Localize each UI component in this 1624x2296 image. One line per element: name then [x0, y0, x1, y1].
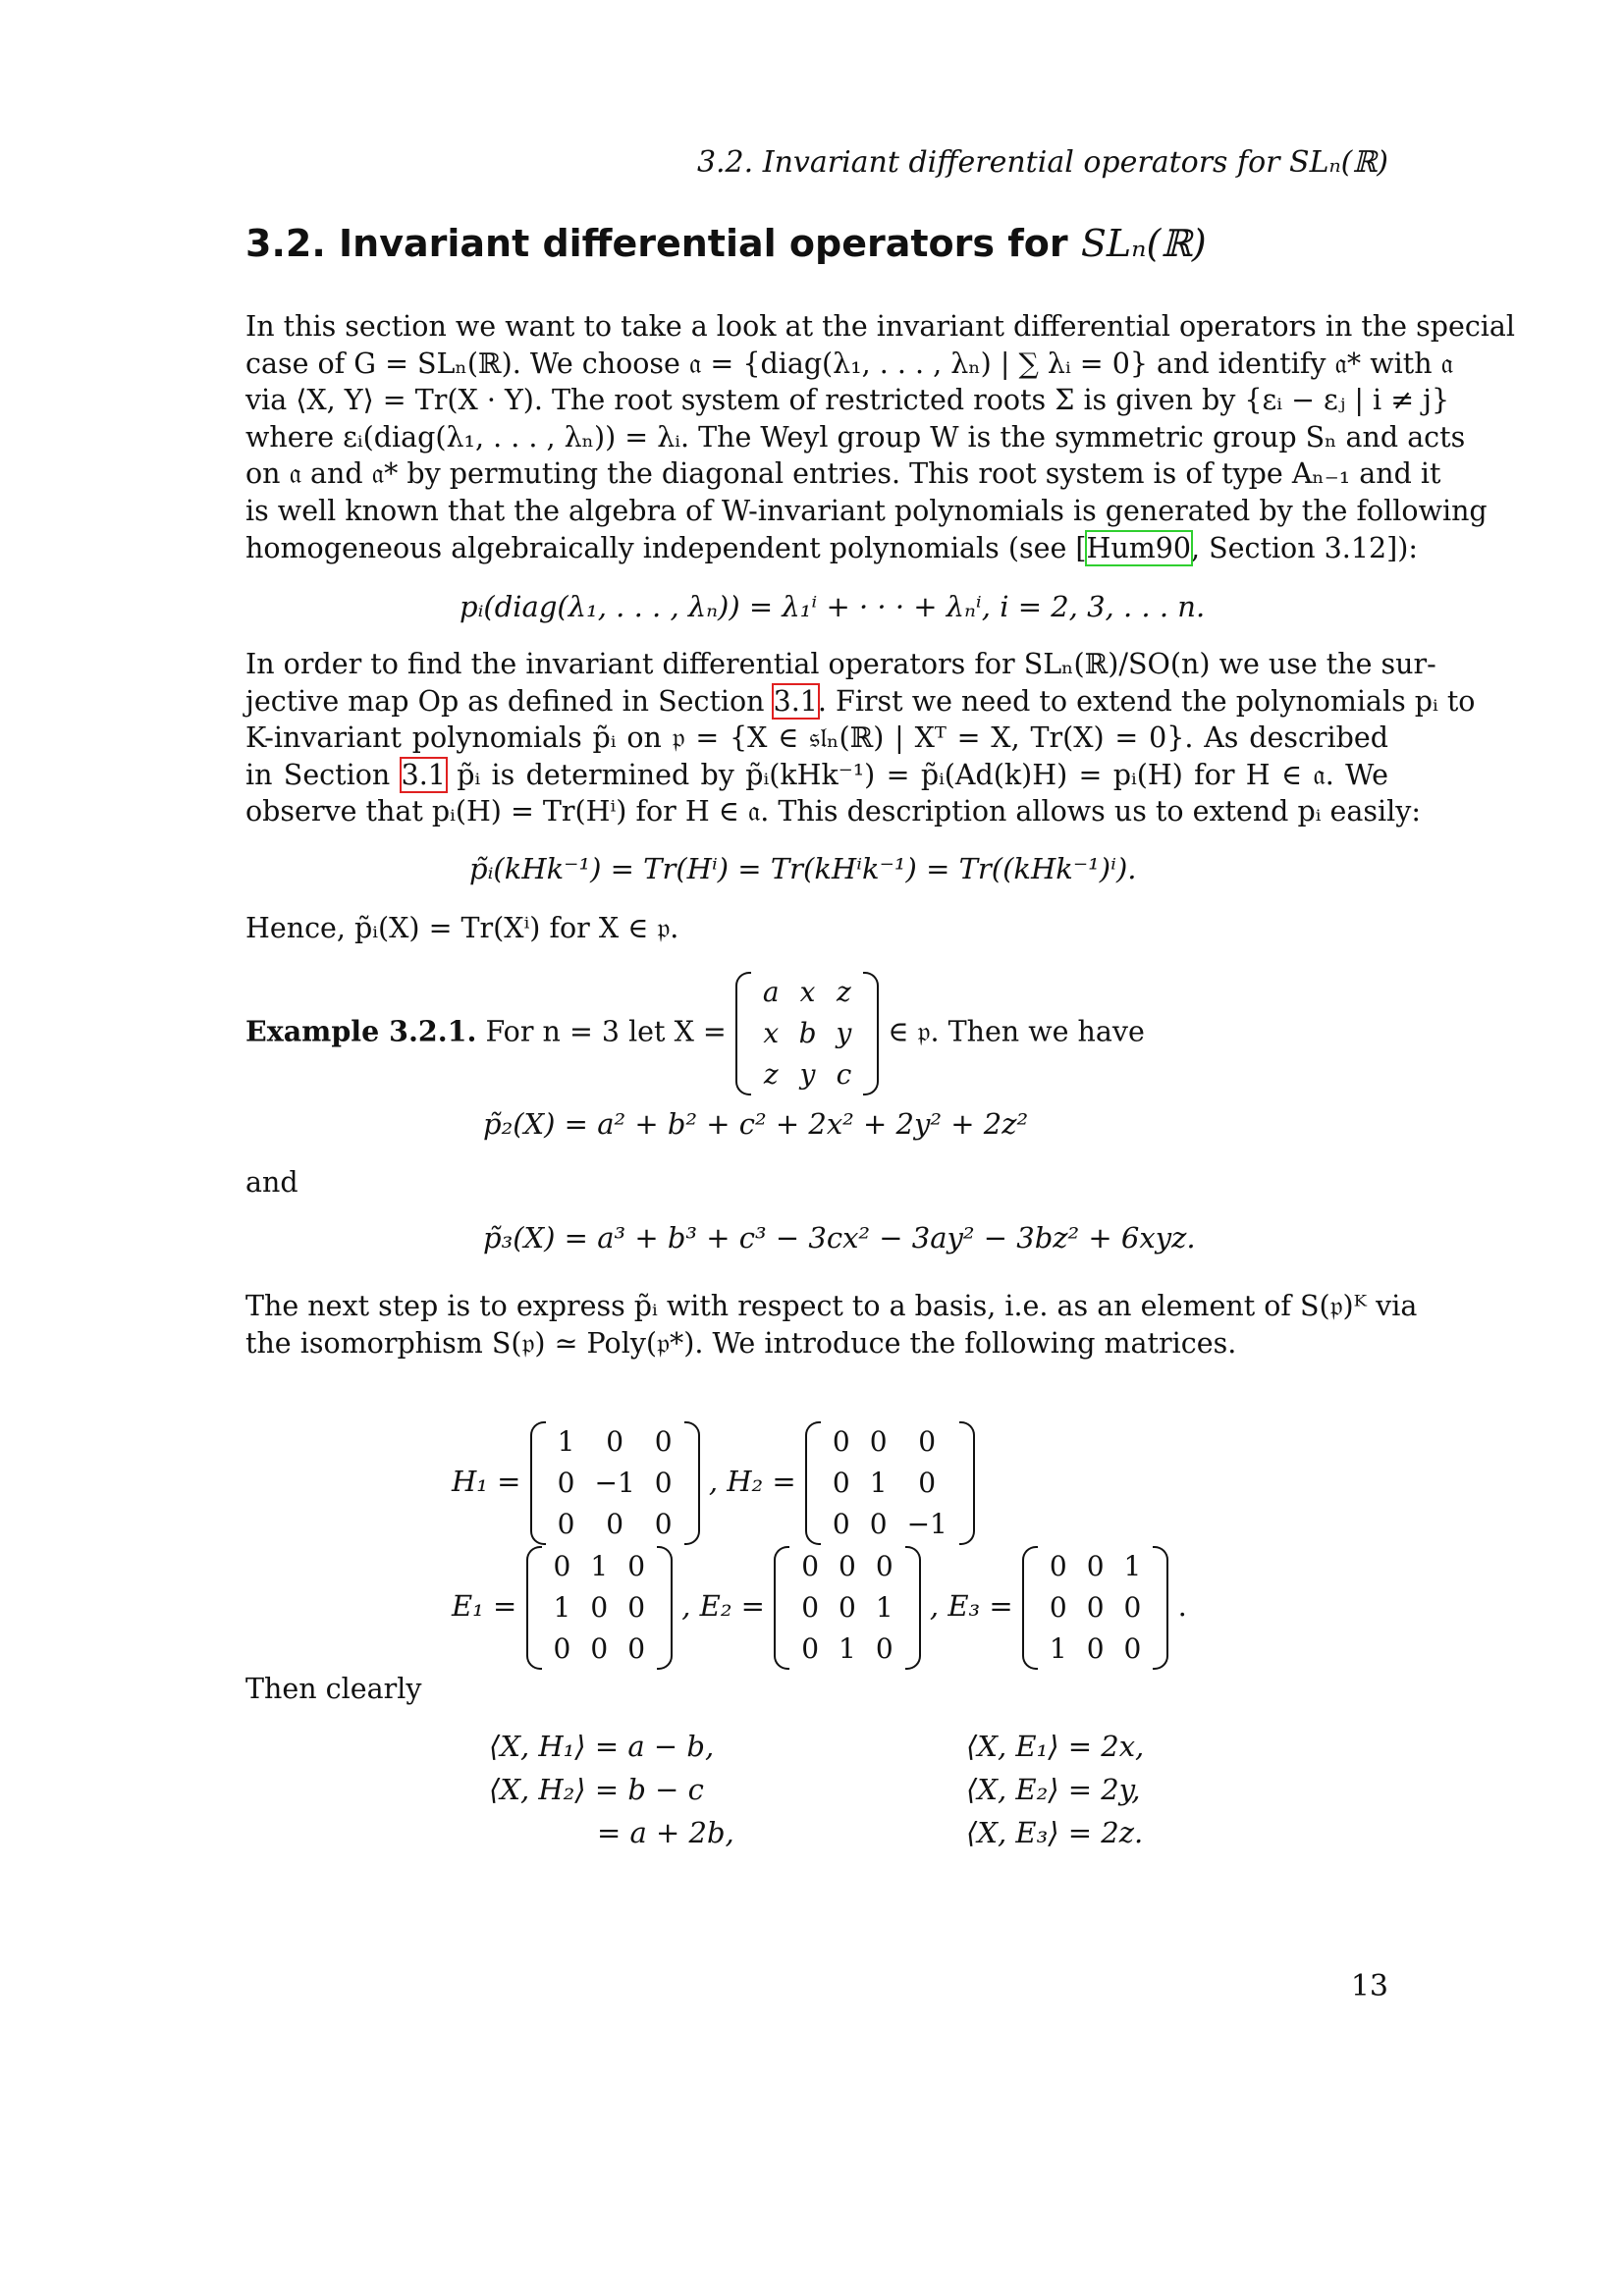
matrix-label: , H₂ =: [708, 1465, 796, 1498]
matrix-X: [735, 972, 879, 1095]
matrix-row: [753, 972, 861, 1013]
matrix-row: [544, 1629, 655, 1670]
matrix-entry: y: [836, 1017, 852, 1049]
matrix-entry: 0: [801, 1550, 820, 1582]
matrix-H1: [530, 1421, 700, 1545]
inner-product-right-2: ⟨X, E₂⟩ = 2y,: [966, 1773, 1141, 1806]
matrix-entry: 0: [654, 1467, 673, 1499]
matrix-entry: 0: [875, 1632, 893, 1665]
matrix-entry: 1: [869, 1467, 888, 1499]
paragraph-basis: [245, 1288, 1418, 1362]
example-text: For n = 3 let X =: [485, 1015, 727, 1048]
equation-power-sums: pᵢ(diag(λ₁, . . . , λₙ)) = λ₁ⁱ + · · · + λₙⁱ, i = 2, 3, . . . n.: [460, 590, 1206, 623]
text-segment: , Section 3.12]):: [1191, 531, 1418, 564]
matrix-entry: 0: [590, 1591, 609, 1624]
matrix-entry: 1: [839, 1632, 856, 1665]
paragraph-extension: [245, 646, 1476, 830]
matrix-entry: 1: [553, 1591, 571, 1624]
matrix-entry: a: [762, 976, 780, 1008]
section-title: [245, 222, 1207, 265]
matrix-entry: 0: [832, 1508, 850, 1540]
matrix-entry: 0: [839, 1550, 856, 1582]
matrix-entry: 0: [654, 1425, 673, 1458]
matrix-entry: 0: [627, 1591, 646, 1624]
text-line: [245, 683, 1476, 721]
matrices-row-H: [452, 1421, 975, 1545]
text-line: is well known that the algebra of W-invariant polynomials is generated by the following: [245, 494, 1488, 527]
matrix-entry: −1: [906, 1508, 947, 1540]
equation-p2: p̃₂(X) = a² + b² + c² + 2x² + 2y² + 2z²: [483, 1107, 1029, 1141]
matrix-entry: 0: [839, 1591, 856, 1624]
hence-line: [245, 910, 1388, 947]
matrix-row: [753, 1054, 861, 1095]
text-line: Then clearly: [245, 1673, 422, 1705]
matrix-entry: 0: [606, 1425, 624, 1458]
matrix-entry: c: [836, 1058, 852, 1091]
matrix-entry: 0: [1123, 1591, 1142, 1624]
matrix-E1: [526, 1546, 673, 1670]
inner-product-left-1: ⟨X, H₁⟩ = a − b,: [489, 1730, 715, 1763]
matrix-entry: 0: [606, 1508, 624, 1540]
matrix-entry: −1: [594, 1467, 635, 1499]
matrix-entry: 0: [1049, 1550, 1067, 1582]
text-line: K-invariant polynomials p̃ᵢ on 𝔭 = {X ∈ 𝔰𝔩ₙ(ℝ) | Xᵀ = X, Tr(X) = 0}. As described: [245, 721, 1388, 755]
matrix-row: [1040, 1546, 1151, 1587]
matrix-entry: z: [763, 1058, 779, 1091]
text-segment: . First we need to extend the polynomials pᵢ to: [817, 684, 1476, 718]
matrix-entry: 0: [557, 1467, 575, 1499]
matrix-entry: 0: [553, 1632, 571, 1665]
text-line: on 𝔞 and 𝔞* by permuting the diagonal entries. This root system is of type Aₙ₋₁ and it: [245, 457, 1441, 491]
matrix-entry: 0: [557, 1508, 575, 1540]
matrix-entry: 0: [654, 1508, 673, 1540]
text-line: via ⟨X, Y⟩ = Tr(X · Y). The root system of restricted roots Σ is given by {εᵢ − εⱼ | i ≠ j}: [245, 384, 1450, 417]
matrix-label: E₁ =: [452, 1589, 517, 1623]
matrix-label: H₁ =: [452, 1465, 521, 1498]
then-clearly-line: [245, 1671, 1388, 1708]
inner-product-right-3: ⟨X, E₃⟩ = 2z.: [966, 1816, 1144, 1849]
text-line: where εᵢ(diag(λ₁, . . . , λₙ)) = λᵢ. The Weyl group W is the symmetric group Sₙ and acts: [245, 420, 1466, 454]
matrix-entry: 0: [832, 1467, 850, 1499]
text-line: The next step is to express p̃ᵢ with respect to a basis, i.e. as an element of S(𝔭)ᴷ via: [245, 1290, 1418, 1322]
matrix-entry: 0: [869, 1508, 888, 1540]
matrix-row: [791, 1629, 902, 1670]
matrix-entry: x: [763, 1017, 780, 1049]
matrix-entry: 0: [801, 1591, 820, 1624]
matrix-row: [823, 1421, 957, 1463]
matrix-row: [548, 1504, 682, 1545]
matrix-label: , E₃ =: [929, 1589, 1013, 1623]
matrix-row: [753, 1013, 861, 1054]
matrix-entry: 0: [801, 1632, 820, 1665]
matrix-entry: 1: [590, 1550, 609, 1582]
end-punctuation: .: [1177, 1589, 1187, 1623]
matrix-H2: [805, 1421, 975, 1545]
matrix-entry: 0: [590, 1632, 609, 1665]
matrix-row: [791, 1546, 902, 1587]
matrix-row: [548, 1463, 682, 1504]
matrix-entry: 0: [832, 1425, 850, 1458]
matrix-row: [548, 1421, 682, 1463]
matrix-entry: 1: [875, 1591, 893, 1624]
section-ref-link[interactable]: 3.1: [773, 684, 818, 718]
matrix-row: [791, 1587, 902, 1629]
matrix-entry: 0: [918, 1467, 937, 1499]
matrix-entry: 0: [875, 1550, 893, 1582]
inner-product-left-3: = a + 2b,: [597, 1816, 734, 1849]
matrix-entry: 1: [1049, 1632, 1067, 1665]
page-number: 13: [1350, 1969, 1388, 2003]
matrix-entry: z: [837, 976, 851, 1008]
matrix-entry: 0: [1086, 1591, 1105, 1624]
matrix-entry: 0: [627, 1550, 646, 1582]
text-line: observe that pᵢ(H) = Tr(Hⁱ) for H ∈ 𝔞. This description allows us to extend pᵢ easily:: [245, 795, 1421, 828]
example-block: [245, 972, 1145, 1095]
text-line: the isomorphism S(𝔭) ≃ Poly(𝔭*). We introduce the following matrices.: [245, 1326, 1237, 1360]
text-line: Hence, p̃ᵢ(X) = Tr(Xⁱ) for X ∈ 𝔭.: [245, 912, 679, 944]
matrix-entry: 0: [869, 1425, 888, 1458]
equation-trace-extension: p̃ᵢ(kHk⁻¹) = Tr(Hⁱ) = Tr(kHⁱk⁻¹) = Tr((kHk⁻¹)ⁱ).: [469, 852, 1137, 885]
matrix-row: [544, 1546, 655, 1587]
section-title-text: Invariant differential operators for: [339, 222, 1081, 265]
matrix-row: [544, 1587, 655, 1629]
matrix-entry: 0: [1086, 1632, 1105, 1665]
example-label: Example 3.2.1.: [245, 1014, 477, 1048]
and-line: [245, 1164, 1388, 1201]
citation-link[interactable]: Hum90: [1086, 531, 1192, 564]
matrices-row-E: [452, 1546, 1187, 1670]
text-line: homogeneous algebraically independent polynomials (see [Hum90, Section 3.12]):: [245, 531, 1418, 564]
matrix-entry: 1: [557, 1425, 575, 1458]
matrix-row: [823, 1504, 957, 1545]
matrix-entry: 1: [1123, 1550, 1142, 1582]
matrix-entry: 0: [918, 1425, 937, 1458]
text-line: In this section we want to take a look at the invariant differential operators in the special: [245, 310, 1516, 343]
text-line: case of G = SLₙ(ℝ). We choose 𝔞 = {diag(λ₁, . . . , λₙ) | ∑ λᵢ = 0} and identify 𝔞* with 𝔞: [245, 347, 1454, 380]
text-line: [245, 757, 1388, 794]
matrix-label: , E₂ =: [681, 1589, 765, 1623]
matrix-row: [1040, 1629, 1151, 1670]
section-number: 3.2.: [245, 222, 326, 265]
inner-product-right-1: ⟨X, E₁⟩ = 2x,: [966, 1730, 1145, 1763]
matrix-entry: 0: [1049, 1591, 1067, 1624]
text-segment: p̃ᵢ is determined by p̃ᵢ(kHk⁻¹) = p̃ᵢ(Ad(k)H) = pᵢ(H) for H ∈ 𝔞. We: [445, 758, 1389, 791]
matrix-entry: x: [799, 976, 816, 1008]
section-title-math: SLₙ(ℝ): [1080, 222, 1207, 265]
matrix-entry: 0: [1086, 1550, 1105, 1582]
matrix-E2: [774, 1546, 920, 1670]
matrix-E3: [1022, 1546, 1168, 1670]
section-ref-link[interactable]: 3.1: [401, 758, 446, 791]
text-segment: in Section: [245, 758, 402, 791]
matrix-row: [823, 1463, 957, 1504]
matrix-entry: 0: [627, 1632, 646, 1665]
matrix-entry: 0: [553, 1550, 571, 1582]
text-line: and: [245, 1166, 298, 1199]
paragraph-intro: [245, 308, 1516, 566]
text-line: In order to find the invariant differential operators for SLₙ(ℝ)/SO(n) we use the sur-: [245, 648, 1436, 680]
matrix-entry: 0: [1123, 1632, 1142, 1665]
text-segment: jective map Op as defined in Section: [245, 684, 774, 718]
equation-p3: p̃₃(X) = a³ + b³ + c³ − 3cx² − 3ay² − 3bz² + 6xyz.: [483, 1221, 1196, 1255]
matrix-row: [1040, 1587, 1151, 1629]
matrix-entry: y: [799, 1058, 816, 1091]
example-text: ∈ 𝔭. Then we have: [888, 1015, 1145, 1048]
inner-product-left-2: ⟨X, H₂⟩ = b − c: [489, 1773, 704, 1806]
running-head: 3.2. Invariant differential operators for SLₙ(ℝ): [696, 145, 1388, 180]
matrix-entry: b: [798, 1017, 817, 1049]
text-segment: homogeneous algebraically independent polynomials (see: [245, 531, 1076, 564]
